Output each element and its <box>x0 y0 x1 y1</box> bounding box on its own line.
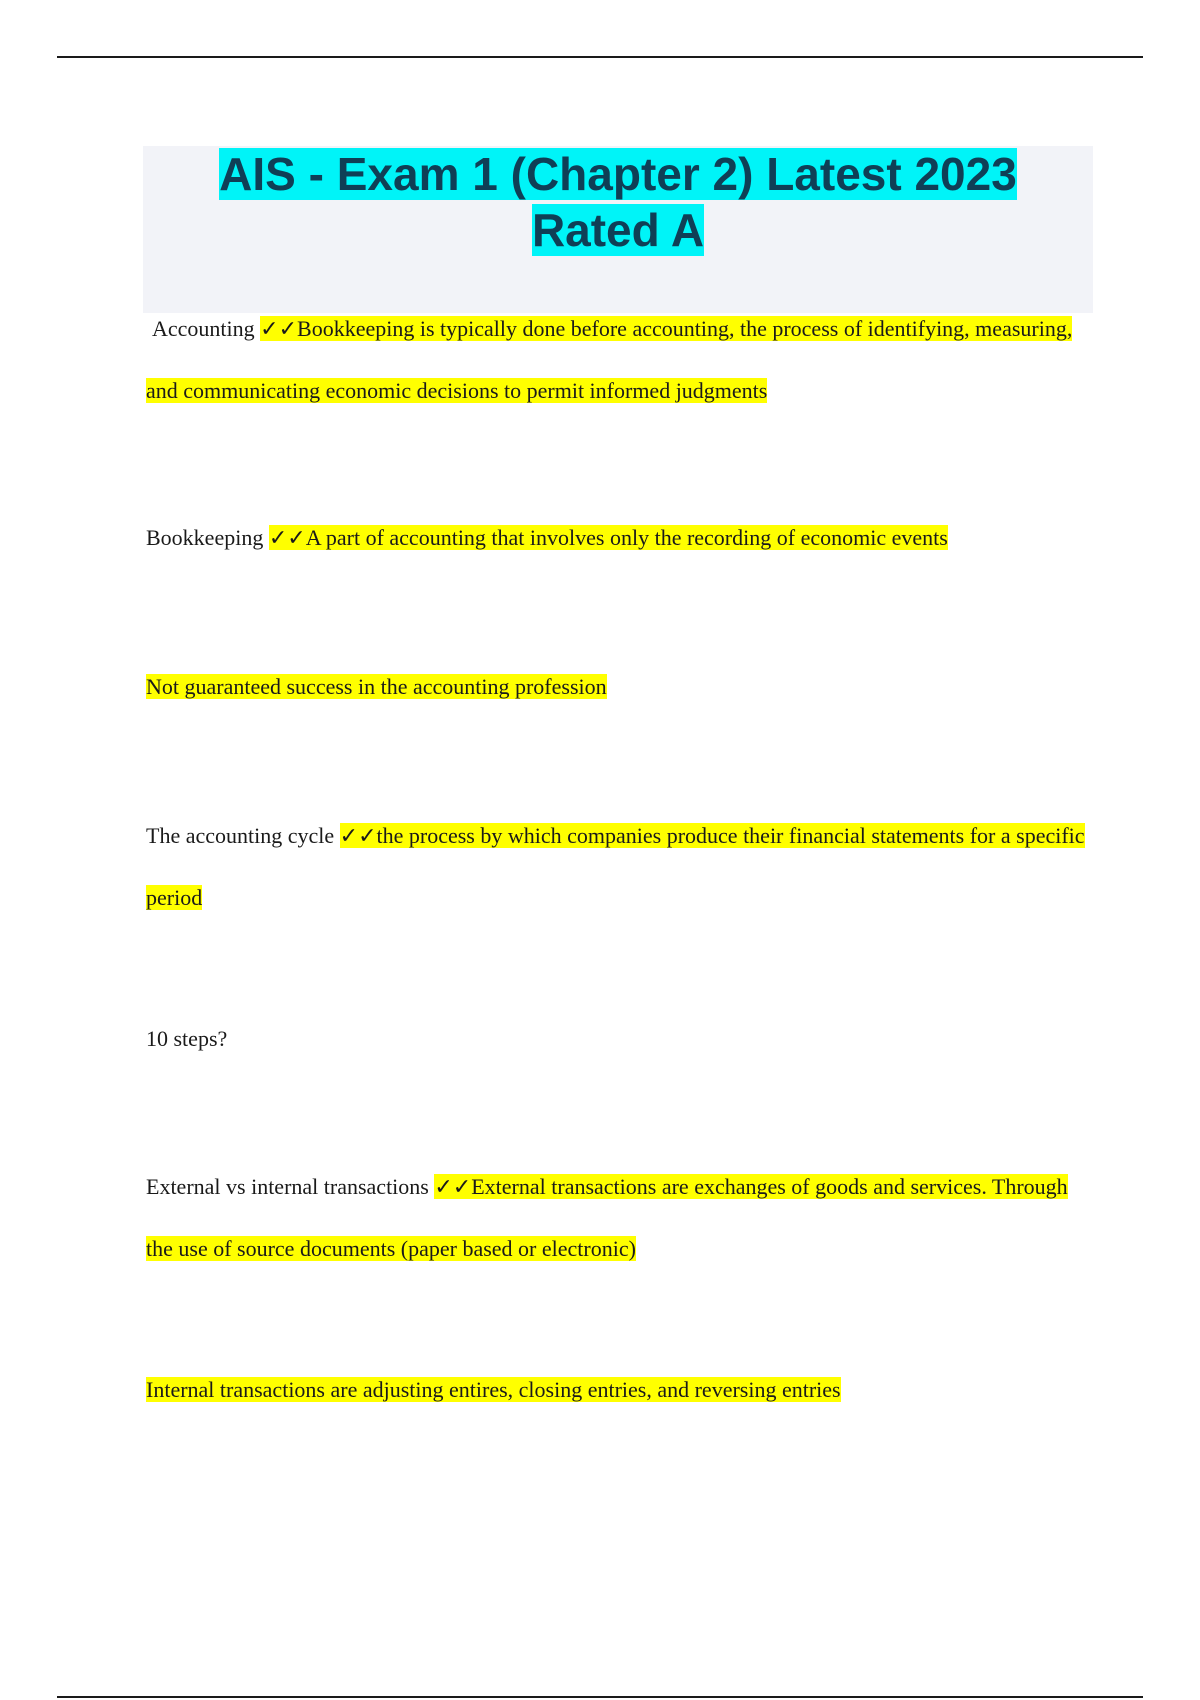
entry-bookkeeping <box>146 507 1091 569</box>
document-title <box>143 146 1093 258</box>
check-mark-icon: ✓✓ <box>434 1175 472 1200</box>
definition-accounting: ✓✓Bookkeeping is typically done before accounting, the process of identifying, measuring, and communicating economic decisions to permit informed judgments <box>146 316 1073 403</box>
definition-accounting-cycle: ✓✓the process by which companies produce their financial statements for a specific period <box>146 823 1085 910</box>
entry-accounting-cycle <box>146 805 1091 928</box>
title-line-2: Rated A <box>531 204 705 256</box>
definition-external-internal: ✓✓External transactions are exchanges of goods and services. Through the use of source documents (paper based or electronic) <box>146 1174 1068 1261</box>
check-mark-icon: ✓✓ <box>260 317 298 342</box>
definition-bookkeeping: ✓✓A part of accounting that involves only the recording of economic events <box>268 525 948 551</box>
term-bookkeeping: Bookkeeping <box>146 525 264 550</box>
header-rule <box>57 56 1143 58</box>
plain-10-steps: 10 steps? <box>146 1026 228 1051</box>
entry-external-internal <box>146 1156 1091 1279</box>
footer-rule <box>57 1696 1143 1698</box>
check-mark-icon: ✓✓ <box>339 824 377 849</box>
check-mark-icon: ✓✓ <box>268 526 306 551</box>
note-not-guaranteed: Not guaranteed success in the accounting profession <box>146 674 607 699</box>
term-accounting-cycle: The accounting cycle <box>146 823 335 848</box>
term-external-internal: External vs internal transactions <box>146 1174 429 1199</box>
note-internal-transactions: Internal transactions are adjusting entires, closing entries, and reversing entries <box>146 1377 841 1402</box>
term-accounting: Accounting <box>152 316 255 341</box>
title-line-1: AIS - Exam 1 (Chapter 2) Latest 2023 <box>219 148 1017 200</box>
entry-accounting <box>146 298 1091 421</box>
